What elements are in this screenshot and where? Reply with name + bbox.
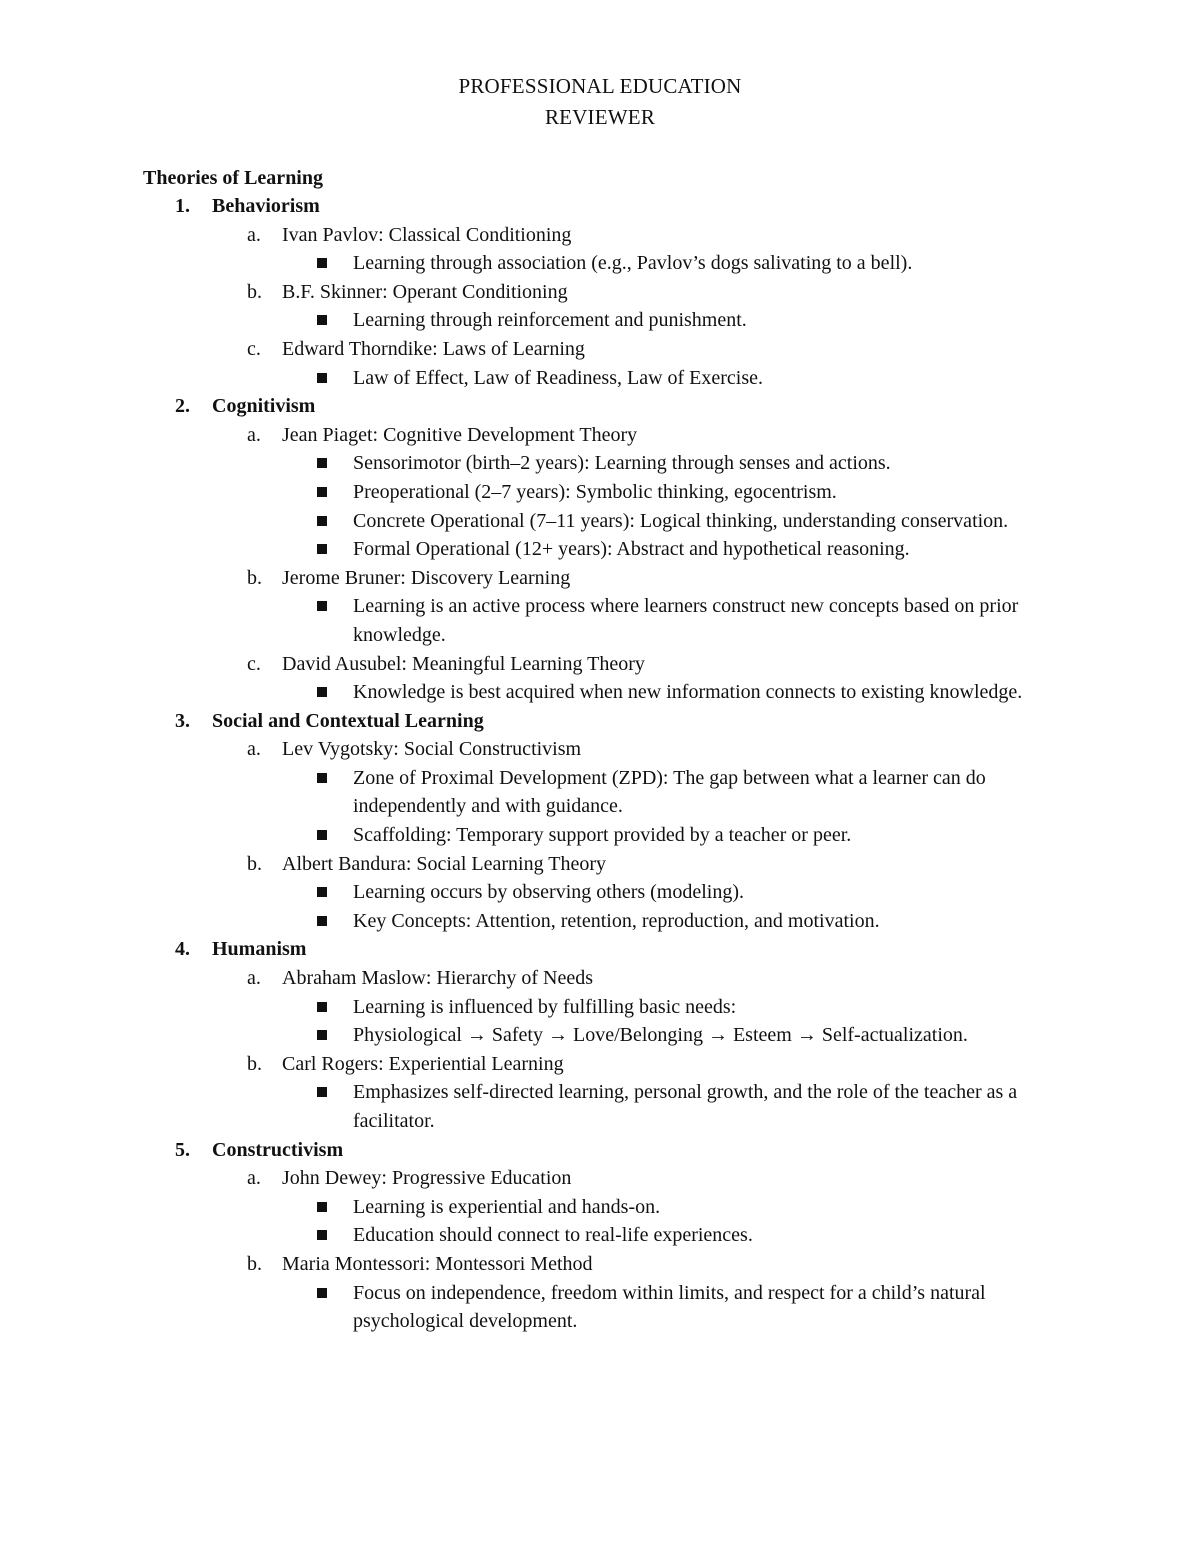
square-bullet-icon <box>317 458 327 468</box>
theorist-title: Edward Thorndike: Laws of Learning <box>282 337 585 360</box>
theorist-item <box>0 964 1200 993</box>
theorist-item <box>0 1050 1200 1079</box>
theorist-title: David Ausubel: Meaningful Learning Theory <box>282 652 645 675</box>
bullet-text: Physiological → Safety → Love/Belonging → Esteem → Self-actualization. <box>353 1024 968 1047</box>
theorist-title: Carl Rogers: Experiential Learning <box>282 1052 564 1075</box>
section-title: Humanism <box>212 938 307 961</box>
bullet-point <box>0 535 1058 564</box>
bullet-point <box>0 306 1058 335</box>
square-bullet-icon <box>317 601 327 611</box>
document-title-line-2: REVIEWER <box>544 105 656 129</box>
section-number: 1. <box>175 195 190 217</box>
bullet-text: Knowledge is best acquired when new information connects to existing knowledge. <box>353 681 1023 704</box>
bullet-point <box>0 821 1058 850</box>
bullet-point <box>0 1193 1058 1222</box>
theorist-item <box>0 735 1200 764</box>
section-heading: Theories of Learning <box>143 167 323 189</box>
bullet-point <box>0 592 1058 649</box>
theorist-letter: b. <box>247 1252 262 1275</box>
bullet-point <box>0 993 1058 1022</box>
theorist-item <box>0 421 1200 450</box>
square-bullet-icon <box>317 887 327 897</box>
section-header <box>0 192 1200 221</box>
bullet-point <box>0 478 1058 507</box>
theorist-title: Albert Bandura: Social Learning Theory <box>282 852 606 875</box>
theorist-title: Maria Montessori: Montessori Method <box>282 1252 593 1275</box>
bullet-point <box>0 1021 1058 1050</box>
bullet-text: Learning is an active process where learners construct new concepts based on prior knowledge. <box>353 595 1019 646</box>
document-title-line-1: PROFESSIONAL EDUCATION <box>458 74 742 98</box>
bullet-text: Learning is influenced by fulfilling basic needs: <box>353 995 737 1018</box>
theorist-letter: a. <box>247 967 261 990</box>
square-bullet-icon <box>317 916 327 926</box>
section-title: Constructivism <box>212 1138 344 1161</box>
theorist-letter: a. <box>247 223 261 246</box>
bullet-point <box>0 1279 1058 1336</box>
theorist-item <box>0 850 1200 879</box>
section-number: 4. <box>175 938 190 961</box>
outline-section <box>0 707 1200 936</box>
theorist-item <box>0 278 1200 307</box>
square-bullet-icon <box>317 1087 327 1097</box>
bullet-text: Learning through association (e.g., Pavlov’s dogs salivating to a bell). <box>353 252 913 275</box>
theorist-item <box>0 650 1200 679</box>
theorist-title: Ivan Pavlov: Classical Conditioning <box>282 223 572 246</box>
theorist-title: Abraham Maslow: Hierarchy of Needs <box>282 967 594 990</box>
theorist-title: Jerome Bruner: Discovery Learning <box>282 566 571 589</box>
square-bullet-icon <box>317 487 327 497</box>
bullet-point <box>0 449 1058 478</box>
section-header <box>0 392 1200 421</box>
theorist-letter: a. <box>247 738 261 761</box>
bullet-text: Education should connect to real-life experiences. <box>353 1224 753 1247</box>
section-number: 2. <box>175 395 190 418</box>
bullet-point <box>0 507 1058 536</box>
bullet-text: Learning occurs by observing others (modeling). <box>353 881 745 904</box>
square-bullet-icon <box>317 315 327 325</box>
theorist-letter: a. <box>247 423 261 446</box>
theorist-item <box>0 564 1200 593</box>
section-header <box>0 707 1200 736</box>
bullet-text: Formal Operational (12+ years): Abstract and hypothetical reasoning. <box>353 538 910 561</box>
bullet-text: Key Concepts: Attention, retention, reproduction, and motivation. <box>353 909 880 932</box>
square-bullet-icon <box>317 830 327 840</box>
bullet-text: Learning through reinforcement and punishment. <box>353 309 747 332</box>
bullet-point <box>0 364 1058 393</box>
outline-list <box>0 192 1200 1336</box>
theorist-letter: c. <box>247 337 261 360</box>
theorist-item <box>0 335 1200 364</box>
square-bullet-icon <box>317 1230 327 1240</box>
theorist-letter: b. <box>247 280 262 303</box>
square-bullet-icon <box>317 773 327 783</box>
section-number: 3. <box>175 709 190 732</box>
theorist-letter: a. <box>247 1167 261 1190</box>
outline-section <box>0 1136 1200 1336</box>
theorist-item <box>0 221 1200 250</box>
theorist-title: Jean Piaget: Cognitive Development Theory <box>282 423 638 446</box>
theorist-title: Lev Vygotsky: Social Constructivism <box>282 738 582 761</box>
bullet-point <box>0 1221 1058 1250</box>
bullet-text: Focus on independence, freedom within limits, and respect for a child’s natural psychological development. <box>353 1281 986 1333</box>
section-number: 5. <box>175 1138 190 1161</box>
outline-section <box>0 192 1200 392</box>
bullet-point <box>0 678 1058 707</box>
bullet-text: Law of Effect, Law of Readiness, Law of Exercise. <box>353 366 764 389</box>
square-bullet-icon <box>317 258 327 268</box>
bullet-text: Sensorimotor (birth–2 years): Learning through senses and actions. <box>353 452 891 475</box>
square-bullet-icon <box>317 373 327 383</box>
section-title: Social and Contextual Learning <box>212 709 484 732</box>
bullet-point <box>0 1078 1058 1135</box>
bullet-text: Zone of Proximal Development (ZPD): The gap between what a learner can do independently and with guidance. <box>353 766 986 818</box>
bullet-text: Learning is experiential and hands-on. <box>353 1195 661 1218</box>
square-bullet-icon <box>317 1030 327 1040</box>
outline-section <box>0 392 1200 707</box>
section-title: Behaviorism <box>212 195 320 217</box>
square-bullet-icon <box>317 1202 327 1212</box>
bullet-text: Concrete Operational (7–11 years): Logical thinking, understanding conservation. <box>353 509 1009 532</box>
theorist-letter: b. <box>247 1052 262 1075</box>
square-bullet-icon <box>317 544 327 554</box>
bullet-point <box>0 907 1058 936</box>
bullet-text: Preoperational (2–7 years): Symbolic thinking, egocentrism. <box>353 480 837 503</box>
theorist-item <box>0 1164 1200 1193</box>
section-header <box>0 1136 1200 1165</box>
theorist-item <box>0 1250 1200 1279</box>
bullet-point <box>0 878 1058 907</box>
square-bullet-icon <box>317 516 327 526</box>
bullet-point <box>0 249 1058 278</box>
theorist-letter: b. <box>247 566 262 589</box>
theorist-title: John Dewey: Progressive Education <box>282 1167 572 1190</box>
bullet-text: Scaffolding: Temporary support provided by a teacher or peer. <box>353 824 852 847</box>
theorist-letter: c. <box>247 652 261 675</box>
section-header <box>0 935 1200 964</box>
square-bullet-icon <box>317 1002 327 1012</box>
section-title: Cognitivism <box>212 395 316 418</box>
square-bullet-icon <box>317 687 327 697</box>
outline-section <box>0 935 1200 1135</box>
theorist-title: B.F. Skinner: Operant Conditioning <box>282 280 568 303</box>
bullet-text: Emphasizes self-directed learning, personal growth, and the role of the teacher as a facilitator. <box>353 1081 1018 1132</box>
bullet-point <box>0 764 1058 821</box>
theorist-letter: b. <box>247 852 262 875</box>
square-bullet-icon <box>317 1288 327 1298</box>
